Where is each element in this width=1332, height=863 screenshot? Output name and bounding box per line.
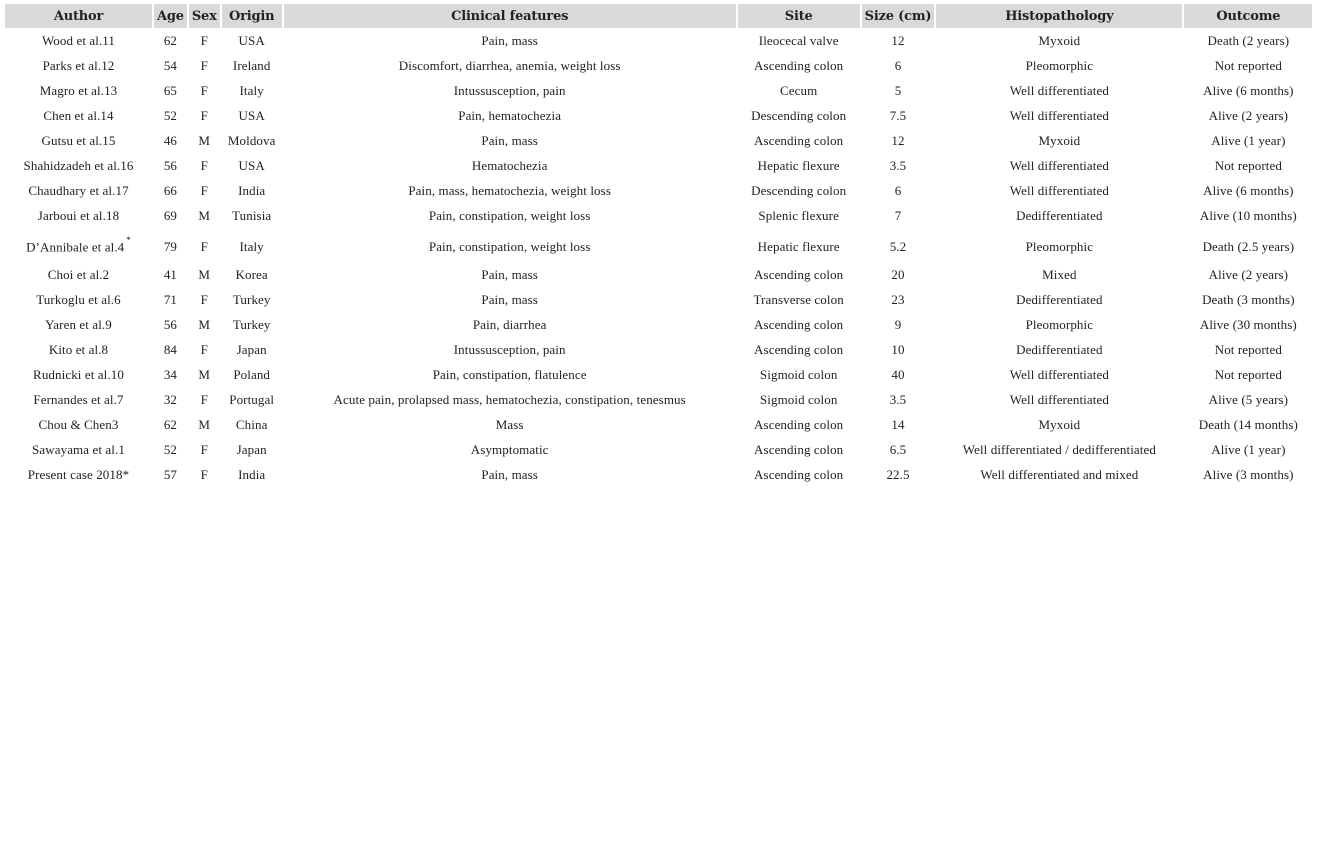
- cell-author: [5, 178, 152, 203]
- cell-author: [5, 337, 152, 362]
- table-row: [5, 387, 1312, 412]
- cell-histopathology: Pleomorphic: [1025, 238, 1094, 254]
- cell-size: 23: [891, 291, 905, 307]
- cell-author: [5, 362, 152, 387]
- cell-author: [5, 203, 152, 228]
- table-row: [5, 228, 1312, 262]
- cell-outcome: Alive (1 year): [1211, 132, 1286, 148]
- cell-sex: M: [198, 207, 211, 223]
- cell-sex: F: [200, 466, 208, 482]
- cell-site: Hepatic flexure: [757, 238, 840, 254]
- header-sex: Sex: [189, 4, 220, 28]
- cell-clinical-features: Pain, mass: [481, 291, 538, 307]
- cell-origin: Italy: [239, 82, 264, 98]
- cell-age: 46: [163, 132, 178, 148]
- cell-author: [5, 53, 152, 78]
- cell-site: Ascending colon: [754, 466, 844, 482]
- cell-size: 14: [891, 416, 905, 432]
- cell-outcome: Not reported: [1214, 341, 1282, 357]
- cell-origin: Turkey: [232, 316, 271, 332]
- table-body: [5, 28, 1312, 487]
- cell-size: 6.5: [889, 441, 907, 457]
- cell-age: 56: [163, 316, 178, 332]
- header-clinical-features: Clinical features: [284, 4, 736, 28]
- cell-site: Ascending colon: [754, 57, 844, 73]
- cell-sex: M: [198, 266, 211, 282]
- cell-histopathology: Well differentiated: [1009, 107, 1109, 123]
- cell-sex: F: [200, 291, 208, 307]
- cell-sex: F: [200, 32, 208, 48]
- cell-author: [5, 128, 152, 153]
- cell-site: Splenic flexure: [758, 207, 839, 223]
- cell-origin: Portugal: [229, 391, 275, 407]
- cell-site: Ileocecal valve: [758, 32, 839, 48]
- author-name: D’Annibale et al.4: [26, 239, 125, 255]
- cell-size: 5: [894, 82, 902, 98]
- cell-histopathology: Well differentiated and mixed: [980, 466, 1139, 482]
- cell-author: [5, 153, 152, 178]
- cell-size: 7: [894, 207, 902, 223]
- cell-size: 3.5: [889, 391, 907, 407]
- cell-sex: F: [200, 57, 208, 73]
- table-row: [5, 153, 1312, 178]
- author-name: Present case 2018*: [27, 466, 130, 482]
- cell-sex: M: [198, 416, 211, 432]
- author-name: Gutsu et al.15: [41, 132, 116, 148]
- author-name: Chou & Chen3: [38, 416, 119, 432]
- author-name: Choi et al.2: [47, 266, 110, 282]
- header-row: [5, 4, 1312, 28]
- cell-histopathology: Dedifferentiated: [1016, 207, 1103, 223]
- cell-clinical-features: Pain, mass: [481, 466, 538, 482]
- cell-size: 7.5: [889, 107, 907, 123]
- table-row: [5, 437, 1312, 462]
- cell-histopathology: Well differentiated: [1009, 82, 1109, 98]
- cell-clinical-features: Pain, mass: [481, 266, 538, 282]
- table-row: [5, 203, 1312, 228]
- cell-clinical-features: Pain, mass, hematochezia, weight loss: [408, 182, 611, 198]
- cell-author: [5, 387, 152, 412]
- cell-age: 84: [163, 341, 178, 357]
- cell-outcome: Alive (6 months): [1203, 182, 1294, 198]
- cell-age: 79: [163, 238, 178, 254]
- cell-outcome: Not reported: [1214, 157, 1282, 173]
- cell-site: Sigmoid colon: [759, 391, 838, 407]
- cell-size: 5.2: [889, 238, 907, 254]
- author-name: Turkoglu et al.6: [36, 291, 121, 307]
- cell-clinical-features: Acute pain, prolapsed mass, hematochezia, constipation, tenesmus: [333, 391, 686, 407]
- cell-outcome: Death (14 months): [1198, 416, 1298, 432]
- cell-histopathology: Well differentiated / dedifferentiated: [962, 441, 1156, 457]
- cell-outcome: Death (2 years): [1207, 32, 1290, 48]
- author-name: Rudnicki et al.10: [33, 366, 124, 382]
- cell-author: [5, 78, 152, 103]
- table-row: [5, 178, 1312, 203]
- cell-age: 41: [163, 266, 178, 282]
- cell-author: [5, 287, 152, 312]
- cell-site: Descending colon: [751, 182, 847, 198]
- cell-site: Descending colon: [751, 107, 847, 123]
- cell-site: Ascending colon: [754, 416, 844, 432]
- cell-outcome: Alive (30 months): [1199, 316, 1297, 332]
- cell-sex: F: [200, 441, 208, 457]
- cell-clinical-features: Pain, constipation, weight loss: [428, 207, 591, 223]
- cell-histopathology: Well differentiated: [1009, 366, 1109, 382]
- cell-age: 69: [163, 207, 178, 223]
- cell-origin: USA: [238, 107, 265, 123]
- cell-origin: Italy: [239, 238, 264, 254]
- cell-histopathology: Well differentiated: [1009, 391, 1109, 407]
- cell-sex: F: [200, 391, 208, 407]
- cell-histopathology: Pleomorphic: [1025, 57, 1094, 73]
- cell-sex: F: [200, 157, 208, 173]
- cell-age: 71: [163, 291, 178, 307]
- header-size: Size (cm): [862, 4, 935, 28]
- table-row: [5, 287, 1312, 312]
- cell-age: 62: [163, 32, 178, 48]
- cell-sex: M: [198, 316, 211, 332]
- cell-age: 57: [163, 466, 178, 482]
- author-name: Chen et al.14: [43, 107, 114, 123]
- cell-size: 40: [891, 366, 905, 382]
- cell-histopathology: Dedifferentiated: [1016, 341, 1103, 357]
- cell-age: 62: [163, 416, 178, 432]
- author-name: Sawayama et al.1: [32, 441, 125, 457]
- cell-origin: USA: [238, 157, 265, 173]
- cell-origin: Tunisia: [232, 207, 272, 223]
- cell-age: 66: [163, 182, 178, 198]
- cell-origin: India: [238, 466, 266, 482]
- table-row: [5, 78, 1312, 103]
- header-site: Site: [738, 4, 860, 28]
- cell-outcome: Alive (1 year): [1211, 441, 1286, 457]
- cell-site: Ascending colon: [754, 316, 844, 332]
- cell-outcome: Alive (2 years): [1208, 266, 1289, 282]
- cell-site: Ascending colon: [754, 132, 844, 148]
- header-histopathology: Histopathology: [936, 4, 1182, 28]
- author-name: Kito et al.8: [48, 341, 109, 357]
- author-name: Fernandes et al.7: [33, 391, 124, 407]
- cell-site: Hepatic flexure: [757, 157, 840, 173]
- cell-site: Sigmoid colon: [759, 366, 838, 382]
- cell-origin: Japan: [236, 441, 267, 457]
- cell-origin: USA: [238, 32, 265, 48]
- cell-size: 12: [891, 132, 905, 148]
- cell-site: Ascending colon: [754, 441, 844, 457]
- cell-age: 54: [163, 57, 178, 73]
- cell-sex: F: [200, 82, 208, 98]
- cell-size: 10: [891, 341, 905, 357]
- author-name: Magro et al.13: [39, 82, 118, 98]
- cell-site: Ascending colon: [754, 341, 844, 357]
- cell-size: 6: [894, 182, 902, 198]
- cell-clinical-features: Discomfort, diarrhea, anemia, weight loss: [398, 57, 621, 73]
- cell-origin: India: [238, 182, 266, 198]
- cell-age: 34: [163, 366, 178, 382]
- author-name: Parks et al.12: [42, 57, 115, 73]
- cell-outcome: Death (3 months): [1202, 291, 1295, 307]
- cell-age: 52: [163, 441, 178, 457]
- cell-histopathology: Myxoid: [1038, 416, 1081, 432]
- cell-clinical-features: Pain, mass: [481, 132, 538, 148]
- cell-histopathology: Well differentiated: [1009, 182, 1109, 198]
- cell-outcome: Alive (3 months): [1203, 466, 1294, 482]
- cell-author: [5, 437, 152, 462]
- cell-size: 12: [891, 32, 905, 48]
- cell-histopathology: Myxoid: [1038, 32, 1081, 48]
- author-footnote-marker: *: [126, 234, 131, 245]
- cell-outcome: Alive (5 years): [1208, 391, 1289, 407]
- cell-clinical-features: Pain, constipation, flatulence: [432, 366, 587, 382]
- table-row: [5, 337, 1312, 362]
- cell-author: [5, 28, 152, 53]
- cell-size: 20: [891, 266, 905, 282]
- cell-outcome: Alive (10 months): [1199, 207, 1297, 223]
- table-row: [5, 462, 1312, 487]
- table-row: [5, 103, 1312, 128]
- cell-sex: F: [200, 341, 208, 357]
- cell-sex: F: [200, 182, 208, 198]
- cell-histopathology: Well differentiated: [1009, 157, 1109, 173]
- cell-clinical-features: Intussusception, pain: [453, 341, 566, 357]
- table-row: [5, 128, 1312, 153]
- cell-clinical-features: Pain, constipation, weight loss: [428, 238, 591, 254]
- table-row: [5, 262, 1312, 287]
- cell-clinical-features: Pain, mass: [481, 32, 538, 48]
- header-age: Age: [154, 4, 187, 28]
- cell-histopathology: Mixed: [1042, 266, 1077, 282]
- cell-clinical-features: Pain, diarrhea: [472, 316, 547, 332]
- cell-author: [5, 262, 152, 287]
- table-row: [5, 312, 1312, 337]
- cell-origin: Poland: [233, 366, 271, 382]
- cell-site: Cecum: [780, 82, 818, 98]
- cell-origin: Moldova: [227, 132, 276, 148]
- cell-age: 52: [163, 107, 178, 123]
- cell-site: Ascending colon: [754, 266, 844, 282]
- case-review-table: [3, 4, 1314, 487]
- header-author: Author: [5, 4, 152, 28]
- cell-clinical-features: Pain, hematochezia: [458, 107, 562, 123]
- author-name: Shahidzadeh et al.16: [23, 157, 134, 173]
- cell-outcome: Not reported: [1214, 57, 1282, 73]
- table-row: [5, 412, 1312, 437]
- author-name: Yaren et al.9: [45, 316, 112, 332]
- cell-author: [5, 103, 152, 128]
- cell-size: 9: [894, 316, 902, 332]
- cell-age: 65: [163, 82, 178, 98]
- cell-clinical-features: Asymptomatic: [470, 441, 549, 457]
- cell-size: 22.5: [886, 466, 910, 482]
- author-name: Chaudhary et al.17: [28, 182, 129, 198]
- table-row: [5, 53, 1312, 78]
- header-outcome: Outcome: [1184, 4, 1312, 28]
- cell-origin: Ireland: [232, 57, 271, 73]
- cell-outcome: Alive (6 months): [1203, 82, 1294, 98]
- cell-author: [5, 312, 152, 337]
- author-name: Jarboui et al.18: [37, 207, 120, 223]
- cell-sex: M: [198, 132, 211, 148]
- cell-size: 3.5: [889, 157, 907, 173]
- cell-outcome: Not reported: [1214, 366, 1282, 382]
- author-name: Wood et al.11: [41, 32, 116, 48]
- cell-origin: Japan: [236, 341, 267, 357]
- cell-origin: Turkey: [232, 291, 271, 307]
- cell-size: 6: [894, 57, 902, 73]
- cell-site: Transverse colon: [753, 291, 844, 307]
- cell-origin: Korea: [235, 266, 268, 282]
- table-row: [5, 362, 1312, 387]
- cell-author: [5, 462, 152, 487]
- cell-sex: F: [200, 238, 208, 254]
- cell-age: 56: [163, 157, 178, 173]
- cell-author: [5, 412, 152, 437]
- cell-histopathology: Myxoid: [1038, 132, 1081, 148]
- cell-clinical-features: Mass: [495, 416, 524, 432]
- cell-histopathology: Pleomorphic: [1025, 316, 1094, 332]
- cell-age: 32: [163, 391, 178, 407]
- cell-outcome: Alive (2 years): [1208, 107, 1289, 123]
- cell-sex: M: [198, 366, 211, 382]
- header-origin: Origin: [222, 4, 282, 28]
- cell-clinical-features: Hematochezia: [471, 157, 548, 173]
- cell-outcome: Death (2.5 years): [1202, 238, 1295, 254]
- cell-author: [5, 228, 152, 262]
- cell-origin: China: [235, 416, 268, 432]
- cell-histopathology: Dedifferentiated: [1016, 291, 1103, 307]
- cell-clinical-features: Intussusception, pain: [453, 82, 566, 98]
- table-row: [5, 28, 1312, 53]
- cell-sex: F: [200, 107, 208, 123]
